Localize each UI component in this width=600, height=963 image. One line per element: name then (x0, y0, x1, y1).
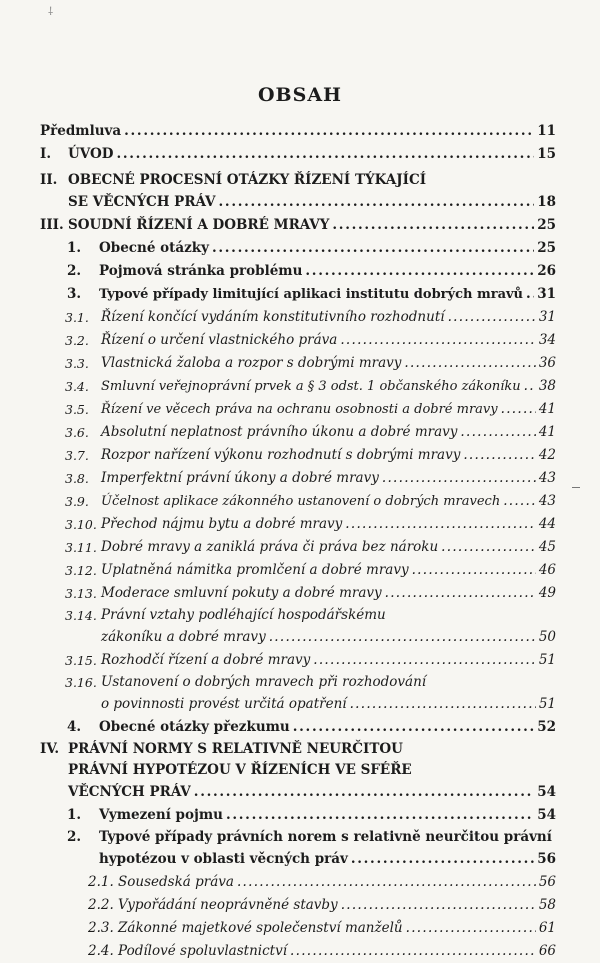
toc-entry[interactable] (40, 894, 556, 917)
toc-entry-continuation[interactable] (40, 760, 556, 781)
toc-entry-number: 3.13. (65, 586, 97, 601)
toc-entry[interactable] (40, 375, 556, 398)
toc-entry-number: 3.12. (65, 563, 97, 578)
toc-entry[interactable] (40, 467, 556, 490)
toc-entry-page: 52 (537, 719, 556, 735)
toc-entry-number: 3.9. (65, 494, 89, 509)
toc-entry-text: Rozhodčí řízení a dobré mravy (101, 652, 311, 668)
toc-entry-number: I. (40, 146, 52, 162)
toc-entry[interactable] (40, 827, 556, 848)
toc-entry-number: IV. (40, 741, 60, 757)
toc-entry-text: VĚCNÝCH PRÁV (68, 784, 191, 800)
toc-entry[interactable] (40, 649, 556, 672)
toc-entry-number: 2. (67, 263, 82, 279)
margin-dash (572, 487, 580, 488)
toc-entry-page: 34 (538, 332, 556, 348)
toc-entry-continuation[interactable] (40, 191, 556, 214)
toc-entry-page: 61 (538, 920, 556, 936)
toc-entry[interactable] (40, 214, 556, 237)
toc-entry-text: hypotézou v oblasti věcných práv (99, 851, 348, 867)
toc-entry[interactable] (40, 306, 556, 329)
toc-entry-text: Pojmová stránka problému (99, 263, 303, 279)
toc-entry-page: 15 (537, 146, 556, 162)
toc-entry-continuation[interactable] (40, 781, 556, 804)
toc-entry-text: Přechod nájmu bytu a dobré mravy (101, 516, 343, 532)
toc-entry-number: 3.6. (65, 425, 89, 440)
toc-entry[interactable] (40, 672, 556, 693)
toc-entry-text: Řízení končící vydáním konstitutivního rozhodnutí (101, 309, 445, 325)
toc-entry-text: 2.3. Zákonné majetkové společenství manželů (88, 920, 403, 936)
toc-entry-continuation[interactable] (40, 626, 556, 649)
toc-entry-text: o povinnosti provést určitá opatření (101, 696, 347, 712)
toc-entry-continuation[interactable] (40, 848, 556, 871)
toc-entry[interactable] (40, 352, 556, 375)
toc-entry-text: Vymezení pojmu (99, 807, 223, 823)
toc-entry-number: 3.10. (65, 517, 97, 532)
toc-entry-text: OBECNÉ PROCESNÍ OTÁZKY ŘÍZENÍ TÝKAJÍCÍ (68, 172, 427, 188)
toc-entry-page: 36 (538, 355, 556, 371)
toc-entry-text: Typové případy právních norem s relativně neurčitou právní (99, 829, 552, 845)
toc-entry[interactable] (40, 444, 556, 467)
toc-entry-text: SOUDNÍ ŘÍZENÍ A DOBRÉ MRAVY (68, 217, 330, 233)
toc-entry-text: Předmluva (40, 123, 122, 139)
toc-entry-number: 3.2. (65, 333, 89, 348)
toc-entry-page: 41 (538, 424, 556, 440)
toc-entry-number: 3.16. (65, 675, 97, 690)
toc-entry-page: 31 (538, 309, 556, 325)
toc-entry-text: ÚVOD (68, 146, 114, 162)
toc-entry-page: 56 (537, 851, 556, 867)
toc-entry-number: 3.5. (65, 402, 89, 417)
toc-entry-text: SE VĚCNÝCH PRÁV (68, 194, 216, 210)
toc-entry-number: 3.4. (65, 379, 89, 394)
toc-entry-number: 3.14. (65, 608, 97, 623)
toc-entry-text: Řízení o určení vlastnického práva (101, 332, 338, 348)
table-of-contents (40, 120, 556, 963)
toc-entry[interactable] (40, 605, 556, 626)
toc-entry-page: 49 (538, 585, 556, 601)
toc-entry[interactable] (40, 582, 556, 605)
toc-entry[interactable] (40, 536, 556, 559)
toc-entry[interactable] (40, 716, 556, 739)
toc-entry[interactable] (40, 421, 556, 444)
toc-entry-text: 2.2. Vypořádání neoprávněné stavby (88, 897, 338, 913)
toc-entry-page: 50 (538, 629, 556, 645)
toc-entry-page: 54 (537, 807, 556, 823)
toc-entry[interactable] (40, 513, 556, 536)
toc-entry-page: 58 (538, 897, 556, 913)
toc-entry-number: 1. (67, 240, 82, 256)
toc-entry[interactable] (40, 490, 556, 513)
toc-entry-text: Dobré mravy a zaniklá práva či práva bez nároku (101, 539, 439, 555)
toc-entry-text: zákoníku a dobré mravy (101, 629, 266, 645)
toc-entry[interactable] (40, 120, 556, 143)
toc-entry-text: PRÁVNÍ NORMY S RELATIVNĚ NEURČITOU (68, 741, 403, 757)
toc-entry-page: 44 (538, 516, 556, 532)
toc-entry-page: 43 (538, 470, 556, 486)
toc-entry-number: 3.3. (65, 356, 89, 371)
toc-entry-page: 45 (538, 539, 556, 555)
toc-entry-text: Smluvní veřejnoprávní prvek a § 3 odst. 1 občanského zákoníku (101, 379, 521, 394)
toc-entry-page: 41 (538, 401, 556, 417)
toc-entry-number: II. (40, 172, 58, 188)
toc-entry[interactable] (40, 283, 556, 306)
toc-entry-page: 54 (537, 784, 556, 800)
toc-entry-page: 66 (538, 943, 556, 959)
toc-entry-page: 56 (538, 874, 556, 890)
toc-entry-page: 46 (538, 562, 556, 578)
toc-entry-number: 3.1. (65, 310, 89, 325)
toc-entry-number: 3.8. (65, 471, 89, 486)
toc-entry-text: 2.1. Sousedská práva (88, 874, 234, 890)
toc-entry-number: 3.15. (65, 653, 97, 668)
toc-entry-text: Imperfektní právní úkony a dobré mravy (101, 470, 379, 486)
toc-entry[interactable] (40, 237, 556, 260)
toc-entry[interactable] (40, 143, 556, 166)
toc-entry[interactable] (40, 329, 556, 352)
toc-entry-number: III. (40, 217, 64, 233)
toc-entry[interactable] (40, 260, 556, 283)
toc-entry-page: 26 (537, 263, 556, 279)
toc-entry-page: 18 (537, 194, 556, 210)
toc-entry-text: Vlastnická žaloba a rozpor s dobrými mravy (101, 355, 402, 371)
toc-entry[interactable] (40, 398, 556, 421)
toc-entry[interactable] (40, 804, 556, 827)
toc-entry-page: 42 (538, 447, 556, 463)
toc-entry-page: 51 (538, 696, 556, 712)
toc-entry-text: 2.4. Podílové spoluvlastnictví (88, 943, 288, 959)
toc-entry-text: Ustanovení o dobrých mravech při rozhodování (101, 674, 427, 690)
toc-entry[interactable] (40, 739, 556, 760)
toc-entry-continuation[interactable] (40, 693, 556, 716)
toc-entry-text: Moderace smluvní pokuty a dobré mravy (101, 585, 382, 601)
toc-entry-text: Právní vztahy podléhající hospodářskému (101, 607, 386, 623)
toc-entry-number: 2. (67, 829, 82, 845)
toc-entry[interactable] (40, 559, 556, 582)
toc-entry-number: 3. (67, 286, 82, 302)
toc-entry-text: Řízení ve věcech práva na ochranu osobnosti a dobré mravy (101, 402, 498, 417)
toc-entry-text: Rozpor nařízení výkonu rozhodnutí s dobrými mravy (101, 447, 461, 463)
toc-entry[interactable] (40, 917, 556, 940)
toc-entry-number: 3.7. (65, 448, 89, 463)
toc-entry-number: 1. (67, 807, 82, 823)
toc-entry-text: Obecné otázky (99, 240, 209, 256)
toc-entry[interactable] (40, 871, 556, 894)
toc-entry-number: 4. (67, 719, 82, 735)
toc-entry-page: 11 (537, 123, 556, 139)
toc-entry-page: 31 (537, 286, 556, 302)
toc-entry[interactable] (40, 170, 556, 191)
toc-entry-page: 38 (538, 378, 556, 394)
toc-entry-page: 25 (537, 240, 556, 256)
toc-entry-page: 43 (538, 493, 556, 509)
toc-entry-text: Účelnost aplikace zákonného ustanovení o dobrých mravech (101, 494, 501, 509)
toc-entry-text: PRÁVNÍ HYPOTÉZOU V ŘÍZENÍCH VE SFÉŘE (68, 762, 412, 778)
toc-entry-text: Obecné otázky přezkumu (99, 719, 290, 735)
corner-mark: ⸸ (48, 5, 54, 18)
toc-entry-page: 25 (537, 217, 556, 233)
toc-entry-text: Typové případy limitující aplikaci institutu dobrých mravů (99, 287, 523, 302)
page-title: OBSAH (257, 84, 343, 106)
toc-entry-text: Absolutní neplatnost právního úkonu a dobré mravy (101, 424, 458, 440)
toc-entry-text: Uplatněná námitka promlčení a dobré mravy (101, 562, 409, 578)
toc-entry[interactable] (40, 940, 556, 963)
toc-entry-number: 3.11. (65, 540, 97, 555)
toc-entry-page: 51 (538, 652, 556, 668)
